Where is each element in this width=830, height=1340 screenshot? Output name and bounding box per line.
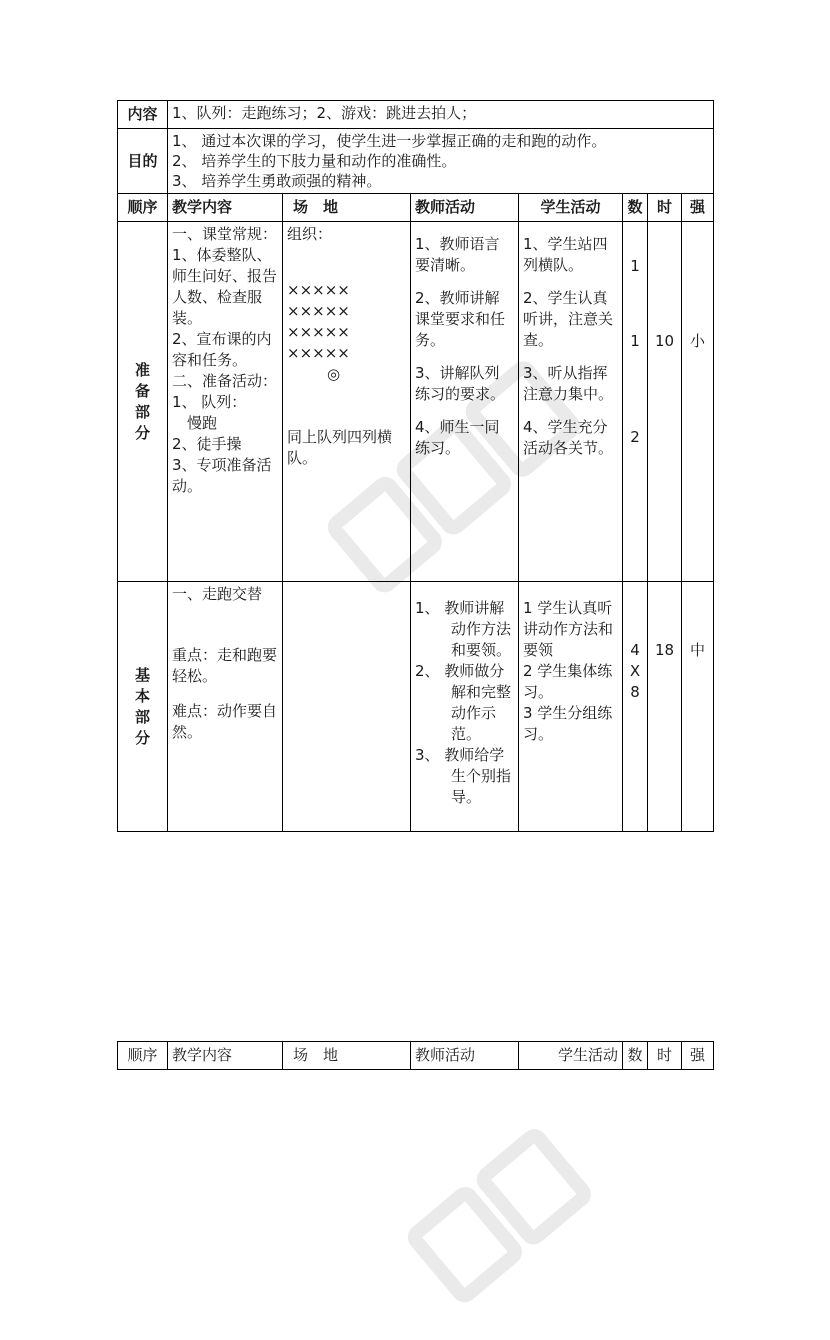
prep-student: 1、学生站四列横队。 2、学生认真听讲，注意关查。 3、听从指挥注意力集中。 4、学生充分活动各关节。 [519,222,623,582]
prep-counts: 1 1 2 [623,222,648,582]
header-time: 时 [648,194,682,222]
prep-teacher: 1、教师语言要清晰。 2、教师讲解课堂要求和任务。 3、讲解队列练习的要求。 4、师生一同练习。 [411,222,519,582]
prep-intensity: 小 [682,222,714,582]
header-order: 顺序 [118,194,168,222]
basic-teacher: 1、 教师讲解动作方法和要领。 2、 教师做分解和完整动作示范。 3、 教师给学生个别指导。 [411,582,519,832]
formation-row: ××××× [287,344,350,362]
header-row [118,194,714,222]
venue-note: 同上队列四列横队。 [287,428,393,467]
formation-row: ××××× [287,323,350,341]
header-student: 学生活动 [519,194,623,222]
content-row [118,101,714,129]
teacher-position-mark: ◎ [327,365,341,383]
watermark-graphic-bottom [380,1040,680,1340]
basic-content: 一、走跑交替 重点：走和跑要轻松。 难点：动作要自然。 [168,582,283,832]
formation-row: ××××× [287,281,350,299]
basic-venue [283,582,411,832]
header-venue: 场 地 [283,1042,411,1070]
purpose-text [168,129,714,194]
header-teacher: 教师活动 [411,1042,519,1070]
header-content: 教学内容 [168,194,283,222]
header-teacher: 教师活动 [411,194,519,222]
prep-row [118,222,714,582]
lesson-plan-table [117,100,714,832]
header-intensity: 强 [682,1042,714,1070]
basic-row [118,582,714,832]
content-label: 内容 [118,101,168,129]
basic-label: 基 本 部 分 [118,582,168,832]
purpose-line: 3、 培养学生勇敢顽强的精神。 [172,172,382,190]
basic-time: 18 [648,582,682,832]
purpose-row [118,129,714,194]
header-count: 数 [623,1042,648,1070]
header-time: 时 [648,1042,682,1070]
purpose-label: 目的 [118,129,168,194]
difficulty-point: 难点：动作要自然。 [172,702,278,741]
basic-student: 1 学生认真听讲动作方法和要领 2 学生集体练习。 3 学生分组练习。 [519,582,623,832]
header-order: 顺序 [118,1042,168,1070]
prep-time: 10 [648,222,682,582]
purpose-line: 1、 通过本次课的学习，使学生进一步掌握正确的走和跑的动作。 [172,132,607,150]
header-venue: 场 地 [283,194,411,222]
header-row-2 [118,1042,714,1070]
basic-intensity: 中 [682,582,714,832]
key-point: 重点：走和跑要轻松。 [172,646,278,685]
basic-counts: 4 X 8 [623,582,648,832]
purpose-line: 2、 培养学生的下肢力量和动作的准确性。 [172,152,457,170]
continuation-header-table [117,1041,714,1070]
header-intensity: 强 [682,194,714,222]
header-student: 学生活动 [519,1042,623,1070]
prep-content: 一、课堂常规： 1、体委整队、师生问好、报告人数、检查服装。 2、宣布课的内容和任务。 二、准备活动： 1、 队列： 慢跑 2、徒手操 3、专项准备活动。 [168,222,283,582]
header-content: 教学内容 [168,1042,283,1070]
content-text: 1、队列：走跑练习；2、游戏：跳进去拍人； [168,101,714,129]
formation-row: ××××× [287,302,350,320]
prep-venue: 组织： ××××× ××××× ××××× ××××× ◎ 同上队列四列横队。 [283,222,411,582]
prep-label: 准 备 部 分 [118,222,168,582]
header-count: 数 [623,194,648,222]
